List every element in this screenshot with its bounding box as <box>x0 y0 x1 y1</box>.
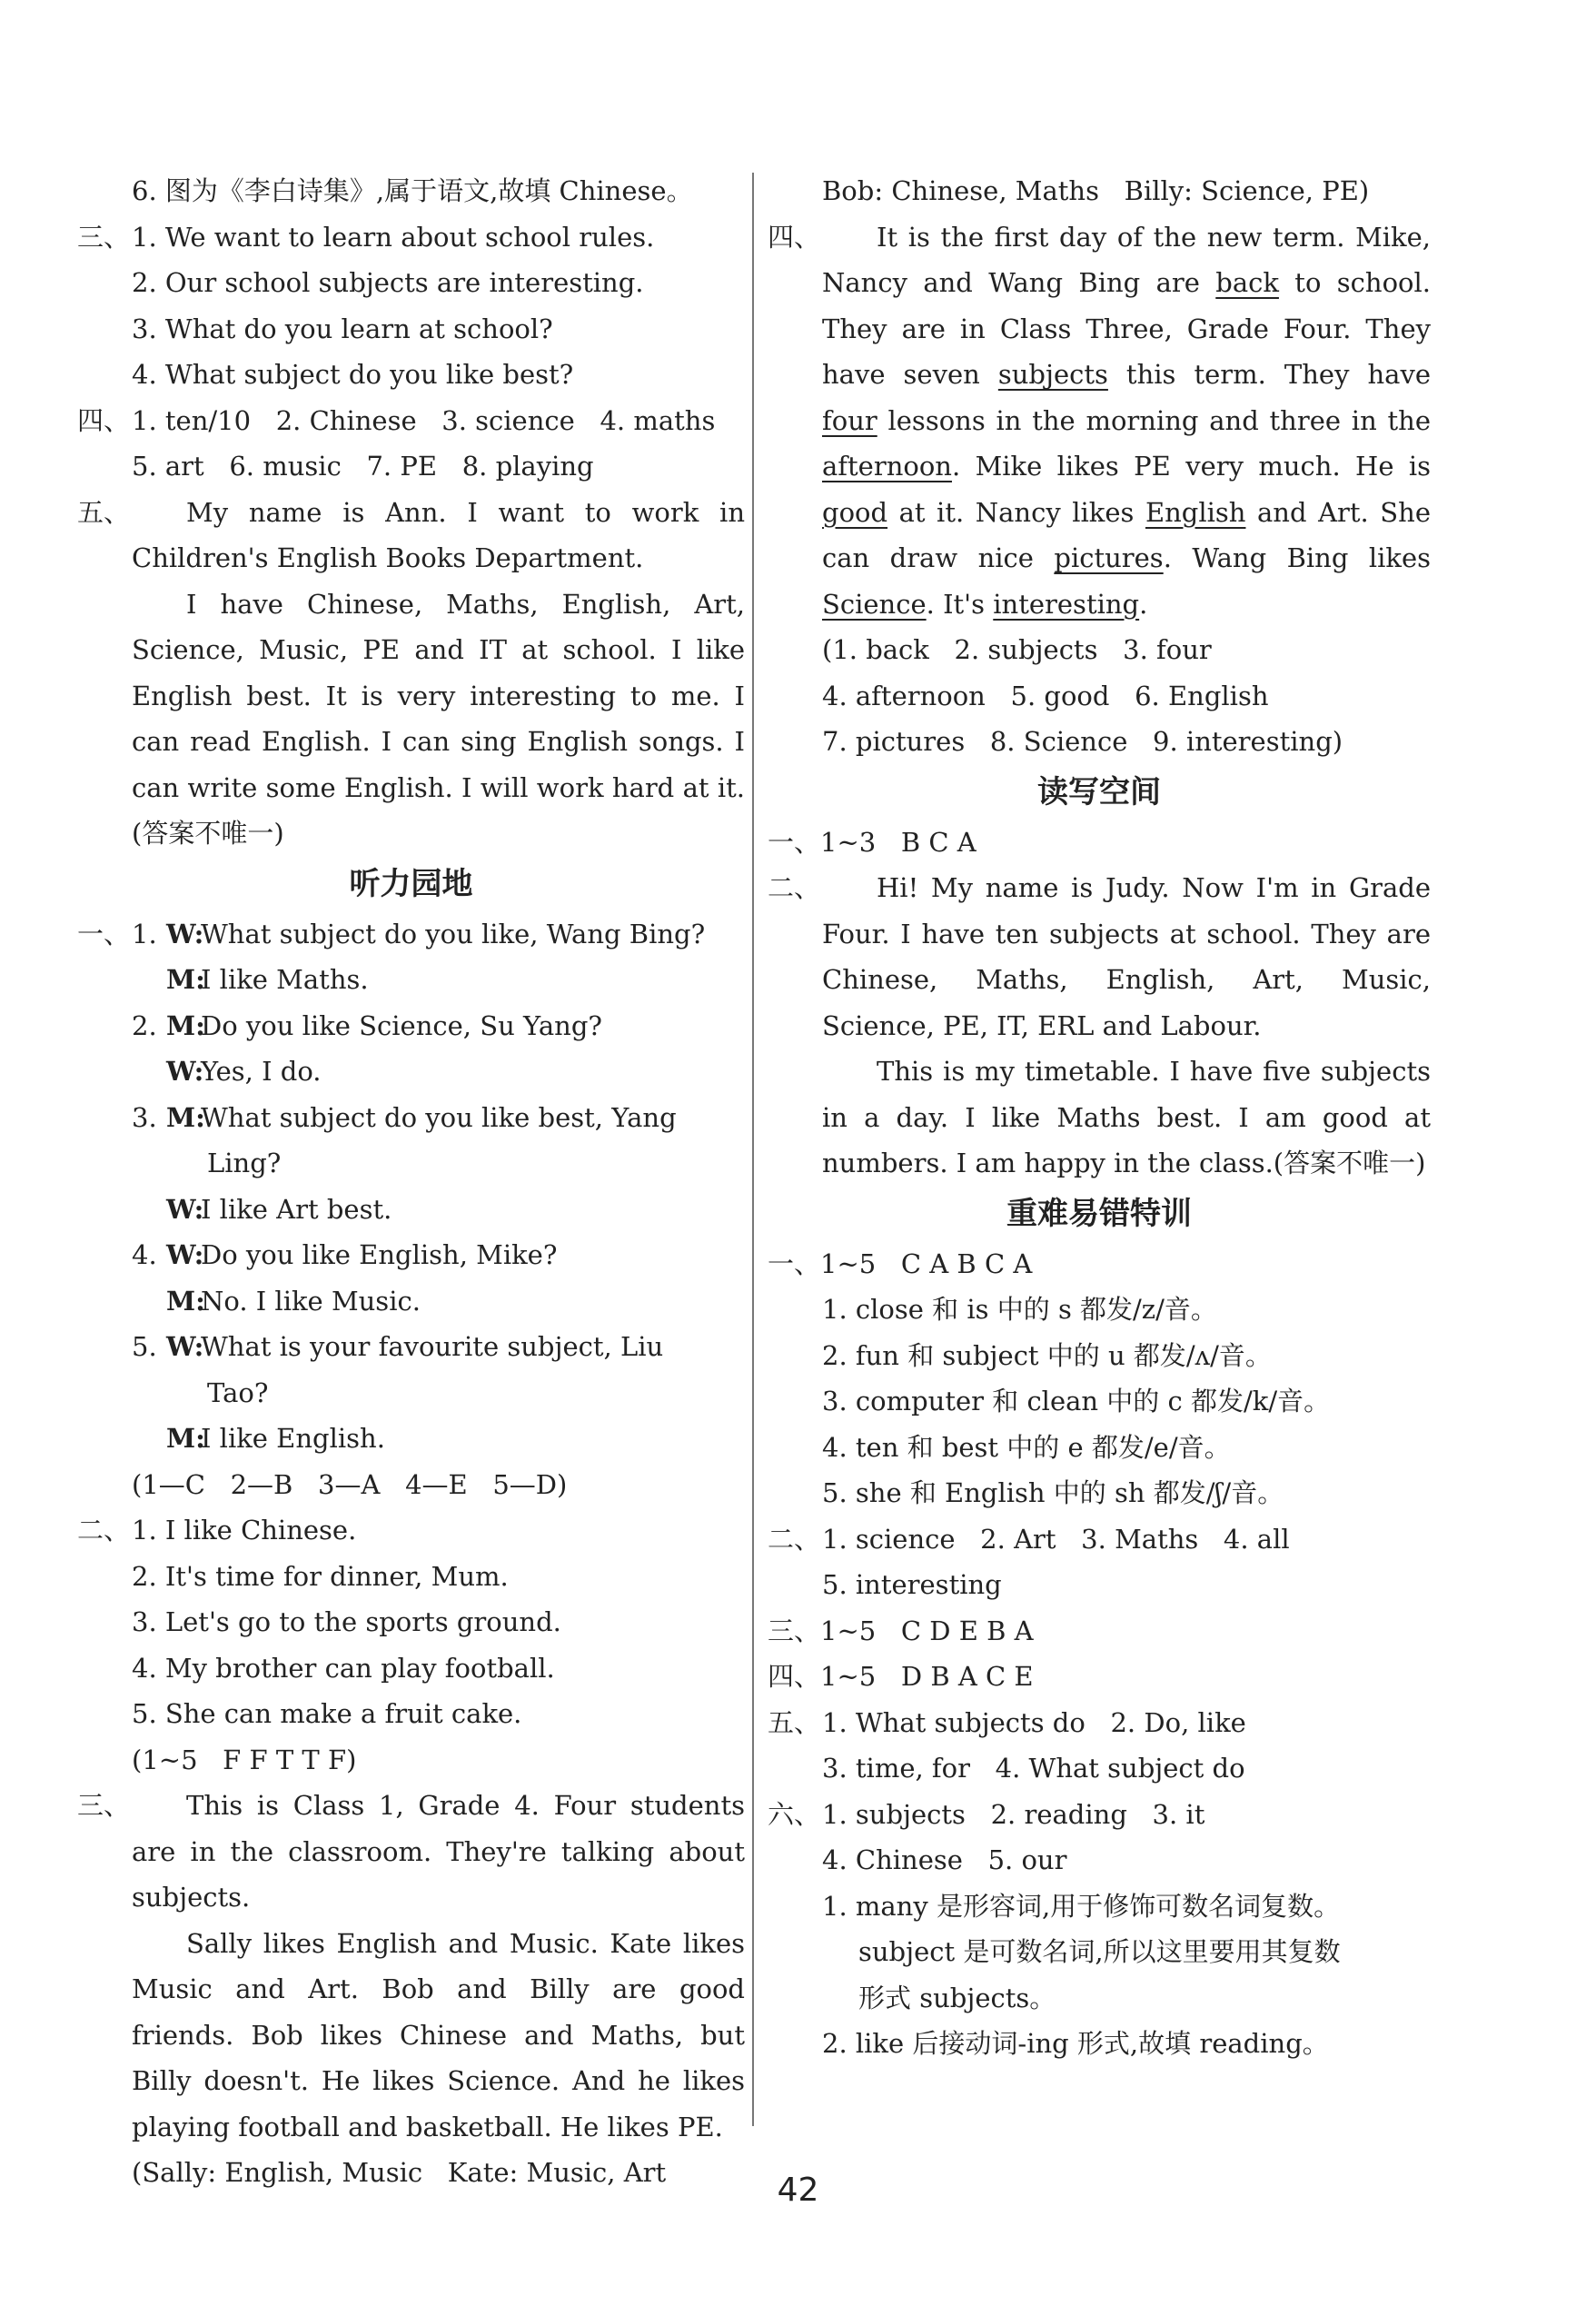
answer-line: 1. subjects 2. reading 3. it <box>822 1798 1205 1830</box>
left-column <box>77 168 745 2196</box>
answer-key: 4. afternoon 5. good 6. English <box>822 680 1269 711</box>
note-line: 1. close 和 is 中的 s 都发/z/音。 <box>822 1294 1217 1325</box>
passage-text: . Mike likes PE very much. He is <box>951 451 1431 482</box>
underlined-answer: subjects <box>997 359 1108 390</box>
answer-line: 一、1~3 B C A <box>768 826 976 858</box>
section-label: 五、 <box>77 496 131 528</box>
section-label: 四、 <box>768 221 821 253</box>
page-number: 42 <box>777 2172 819 2209</box>
answer-line: 1. science 2. Art 3. Maths 4. all <box>822 1523 1290 1555</box>
cloze-passage <box>768 214 1431 628</box>
dialogue-line <box>77 957 745 1003</box>
section-heading-listening: 听力园地 <box>349 865 473 902</box>
dialogue-text: What subject do you like, Wang Bing? <box>201 918 706 949</box>
dialogue-text: I like English. <box>201 1423 385 1454</box>
column-divider <box>752 173 754 2126</box>
answer-line: 四、1~5 D B A C E <box>768 1661 1034 1692</box>
essay-paragraph: This is my timetable. I have five subjects in a day. I like Maths best. I am good at numbers. I am happy in the class.(答案不唯一) <box>822 1056 1431 1178</box>
item-number: 4. <box>132 1239 157 1270</box>
answer-line: 1. I like Chinese. <box>132 1515 357 1546</box>
dialogue-text: No. I like Music. <box>201 1285 421 1317</box>
note-line: 4. ten 和 best 中的 e 都发/e/音。 <box>822 1431 1231 1463</box>
right-column <box>768 168 1431 2067</box>
answer-line: 5. interesting <box>822 1569 1002 1600</box>
dialogue-line <box>77 1278 745 1325</box>
speaker-label: M: <box>166 1285 205 1317</box>
speaker-label: M: <box>166 1009 205 1041</box>
answer-key: Bob: Chinese, Maths Billy: Science, PE) <box>822 175 1370 206</box>
passage-text: at it. Nancy likes <box>887 496 1145 528</box>
answer-line: 1. What subjects do 2. Do, like <box>822 1706 1246 1738</box>
note-line: 6. 图为《李白诗集》,属于语文,故填 Chinese。 <box>132 175 693 206</box>
section-label: 三、 <box>77 221 131 253</box>
answer-line: 三、1~5 C D E B A <box>768 1615 1034 1646</box>
dialogue-list <box>77 911 745 1462</box>
dialogue-line <box>77 1095 745 1141</box>
dialogue-text: Yes, I do. <box>201 1056 322 1087</box>
answer-key: (1. back 2. subjects 3. four <box>822 634 1212 665</box>
answer-line: 1. ten/10 2. Chinese 3. science 4. maths <box>132 404 716 436</box>
section-label: 五、 <box>768 1706 821 1738</box>
passage-text: . It's <box>926 588 994 620</box>
passage-paragraph: Sally likes English and Music. Kate likes Music and Art. Bob and Billy are good friends. Bob likes Chinese and Maths, but Billy doesn't. He likes Science. And he likes playing football and basketball. He likes PE. <box>132 1927 745 2142</box>
dialogue-line <box>77 1049 745 1095</box>
dialogue-line <box>77 1003 745 1049</box>
underlined-answer: interesting <box>993 588 1140 620</box>
dialogue-line <box>77 1140 745 1187</box>
underlined-answer: good <box>822 496 888 528</box>
note-line: 2. like 后接动词-ing 形式,故填 reading。 <box>822 2028 1329 2059</box>
item-number: 1. <box>132 918 157 949</box>
answer-line: 4. What subject do you like best? <box>132 359 574 390</box>
dialogue-text: Do you like English, Mike? <box>201 1239 558 1270</box>
underlined-answer: Science <box>822 588 927 620</box>
answer-line: 5. She can make a fruit cake. <box>132 1698 522 1729</box>
note-line: 形式 subjects。 <box>858 1982 1056 2013</box>
passage-text: to school. They are in Class Three, Grade Four. They have seven <box>822 267 1431 390</box>
note-line: 2. fun 和 subject 中的 u 都发/ʌ/音。 <box>822 1339 1272 1371</box>
underlined-answer: back <box>1215 267 1279 298</box>
answer-line: 3. Let's go to the sports ground. <box>132 1606 561 1637</box>
underlined-answer: afternoon <box>822 451 952 482</box>
answer-line: 4. Chinese 5. our <box>822 1844 1067 1875</box>
answer-line: 5. art 6. music 7. PE 8. playing <box>132 451 594 482</box>
essay-paragraph: Hi! My name is Judy. Now I'm in Grade Four. I have ten subjects at school. They are Chinese, Maths, English, Art, Music, Science, PE, IT, ERL and Labour. <box>822 872 1431 1041</box>
answer-line: 2. Our school subjects are interesting. <box>132 267 644 298</box>
answer-key: 7. pictures 8. Science 9. interesting) <box>822 726 1343 757</box>
section-heading-hard-training: 重难易错特训 <box>1006 1195 1192 1232</box>
dialogue-text: Tao? <box>207 1377 269 1408</box>
item-number: 3. <box>132 1101 157 1133</box>
answer-line: 4. My brother can play football. <box>132 1652 555 1684</box>
section-heading-reading-writing: 读写空间 <box>1037 773 1161 810</box>
section-label: 三、 <box>77 1790 131 1821</box>
speaker-label: M: <box>166 964 205 995</box>
dialogue-text: I like Maths. <box>201 964 369 995</box>
passage-text: and Art. She can draw nice <box>822 496 1431 573</box>
passage-text: this term. They have <box>1107 359 1431 390</box>
passage-text: lessons in the morning and three in the <box>877 404 1431 436</box>
section-label: 二、 <box>768 872 821 903</box>
answer-line: 2. It's time for dinner, Mum. <box>132 1560 509 1592</box>
section-label: 二、 <box>77 1515 131 1546</box>
answer-key: (1~5 F F T T F) <box>132 1744 357 1775</box>
essay-paragraph: I have Chinese, Maths, English, Art, Science, Music, PE and IT at school. I like English best. It is very interesting to me. I can read English. I can sing English songs. I can write some English. I will work hard at it.(答案不唯一) <box>132 588 745 849</box>
dialogue-text: Do you like Science, Su Yang? <box>201 1009 602 1041</box>
speaker-label: W: <box>166 1056 204 1087</box>
dialogue-text: Ling? <box>207 1148 282 1178</box>
dialogue-line <box>77 1416 745 1462</box>
passage-paragraph: This is Class 1, Grade 4. Four students are in the classroom. They're talking about subjects. <box>132 1790 745 1913</box>
answer-line: 1. We want to learn about school rules. <box>132 221 655 253</box>
answer-key: (1—C 2—B 3—A 4—E 5—D) <box>132 1468 568 1500</box>
dialogue-line <box>77 1232 745 1278</box>
section-label: 一、 <box>77 918 131 949</box>
note-line: 5. she 和 English 中的 sh 都发/ʃ/音。 <box>822 1477 1284 1508</box>
note-line: 1. many 是形容词,用于修饰可数名词复数。 <box>822 1890 1341 1922</box>
dialogue-line <box>77 1370 745 1416</box>
answer-key: (Sally: English, Music Kate: Music, Art <box>132 2157 667 2188</box>
dialogue-line <box>77 911 745 958</box>
answer-line: 3. time, for 4. What subject do <box>822 1753 1245 1784</box>
dialogue-text: What is your favourite subject, Liu <box>201 1331 664 1362</box>
note-line: 3. computer 和 clean 中的 c 都发/k/音。 <box>822 1386 1331 1416</box>
answer-line: 一、1~5 C A B C A <box>768 1247 1033 1279</box>
speaker-label: W: <box>166 1331 204 1362</box>
speaker-label: W: <box>166 1193 204 1225</box>
item-number: 5. <box>132 1331 157 1362</box>
dialogue-line <box>77 1324 745 1370</box>
dialogue-text: What subject do you like best, Yang <box>201 1101 677 1133</box>
speaker-label: W: <box>166 918 204 949</box>
item-number: 2. <box>132 1009 157 1041</box>
underlined-answer: pictures <box>1054 542 1164 573</box>
essay-paragraph: My name is Ann. I want to work in Children's English Books Department. <box>132 496 745 573</box>
passage-text: . Wang Bing likes <box>1163 542 1431 573</box>
passage-text: . <box>1139 588 1148 620</box>
section-label: 六、 <box>768 1798 821 1830</box>
answer-line: 3. What do you learn at school? <box>132 313 553 344</box>
speaker-label: M: <box>166 1101 205 1133</box>
speaker-label: M: <box>166 1423 205 1454</box>
dialogue-text: I like Art best. <box>201 1193 392 1225</box>
speaker-label: W: <box>166 1239 204 1270</box>
passage-text: It is the first day of the new term. Mike, Nancy and Wang Bing are <box>822 221 1431 298</box>
section-label: 二、 <box>768 1523 821 1555</box>
section-label: 四、 <box>77 404 131 436</box>
underlined-answer: four <box>822 404 877 436</box>
underlined-answer: English <box>1145 496 1246 528</box>
dialogue-line <box>77 1187 745 1233</box>
note-line: subject 是可数名词,所以这里要用其复数 <box>858 1936 1341 1967</box>
